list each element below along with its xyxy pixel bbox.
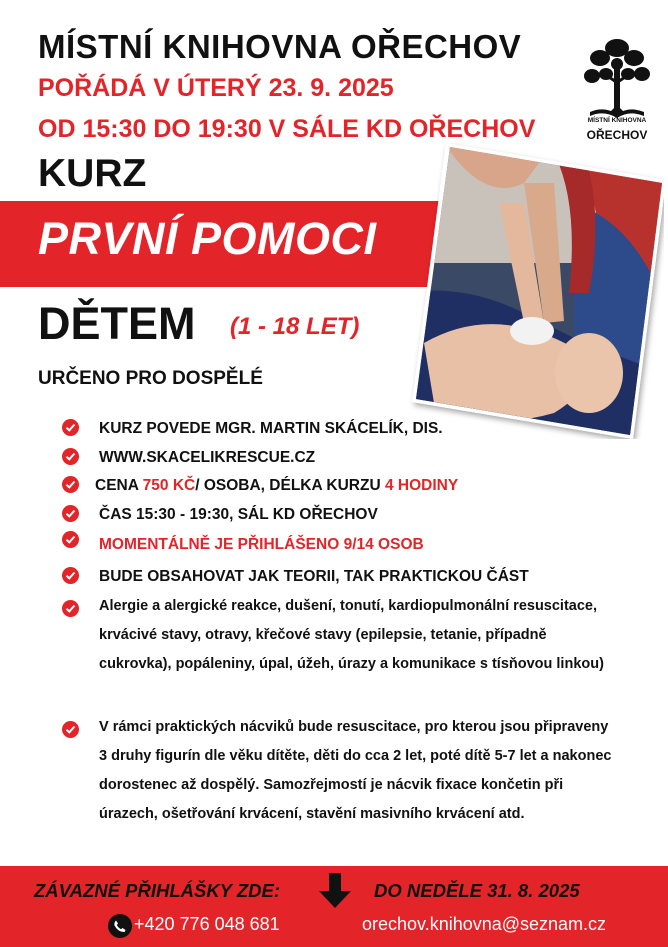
price-line	[95, 477, 458, 495]
check-icon	[62, 531, 79, 548]
website-link[interactable]: WWW.SKACELIKRESCUE.CZ	[99, 449, 316, 466]
check-icon	[62, 567, 79, 584]
check-icon	[62, 448, 79, 465]
course-word-detem: DĚTEM	[38, 298, 196, 349]
price-label: CENA	[95, 477, 143, 494]
event-date: POŘÁDÁ V ÚTERÝ 23. 9. 2025	[38, 74, 394, 102]
time-venue-text: ČAS 15:30 - 19:30, SÁL KD OŘECHOV	[99, 506, 378, 523]
check-icon	[62, 476, 79, 493]
audience-note: URČENO PRO DOSPĚLÉ	[38, 368, 263, 389]
registered-count: MOMENTÁLNĚ JE PŘIHLÁŠENO 9/14 OSOB	[99, 536, 424, 553]
price-value: 750 KČ	[142, 477, 196, 494]
registration-deadline: DO NEDĚLE 31. 8. 2025	[374, 880, 580, 901]
cpr-training-photo	[404, 143, 664, 439]
library-title: MÍSTNÍ KNIHOVNA OŘECHOV	[38, 28, 522, 65]
check-icon	[62, 419, 79, 436]
duration-value: 4 HODINY	[384, 477, 459, 494]
practice-paragraph: V rámci praktických nácviků bude resuscitace, pro kterou jsou připraveny 3 druhy figurín dle věku dítěte, děti do cca 2 let, poté dítě 5-7 let a nakonec dorostenec až dospělý. Samozřejmostí je nácvik fixace končetin při úrazech, ošetřování krvácení, stavění masivního krvácení atd.	[99, 719, 612, 822]
price-mid: / OSOBA, DÉLKA KURZU	[195, 477, 385, 494]
content-text: BUDE OBSAHOVAT JAK TEORII, TAK PRAKTICKOU ČÁST	[99, 568, 529, 585]
course-word-kurz: KURZ	[38, 152, 147, 195]
phone-number[interactable]: +420 776 048 681	[134, 914, 280, 934]
check-icon	[62, 721, 79, 738]
logo-text-line2: OŘECHOV	[586, 128, 648, 142]
topics-paragraph: Alergie a alergické reakce, dušení, tonutí, kardiopulmonální resuscitace, krvácivé stavy, otravy, křečové stavy (epilepsie, tetanie, případně cukrovka), popáleniny, úpal, úžeh, úrazy a komunikace s tísňovou linkou)	[99, 598, 604, 672]
phone-icon	[108, 914, 132, 938]
lecturer-text: KURZ POVEDE MGR. MARTIN SKÁCELÍK, DIS.	[99, 420, 443, 437]
check-icon	[62, 505, 79, 522]
course-banner-title: PRVNÍ POMOCI	[38, 213, 377, 264]
email-address[interactable]: orechov.knihovna@seznam.cz	[362, 914, 607, 934]
logo-text-line1: MÍSTNÍ KNIHOVNA	[587, 117, 647, 124]
check-icon	[62, 600, 79, 617]
registration-heading: ZÁVAZNÉ PŘIHLÁŠKY ZDE:	[34, 880, 280, 901]
arrow-down-icon	[318, 873, 352, 909]
age-range: (1 - 18 LET)	[230, 313, 360, 340]
event-time-venue: OD 15:30 DO 19:30 V SÁLE KD OŘECHOV	[38, 115, 536, 143]
